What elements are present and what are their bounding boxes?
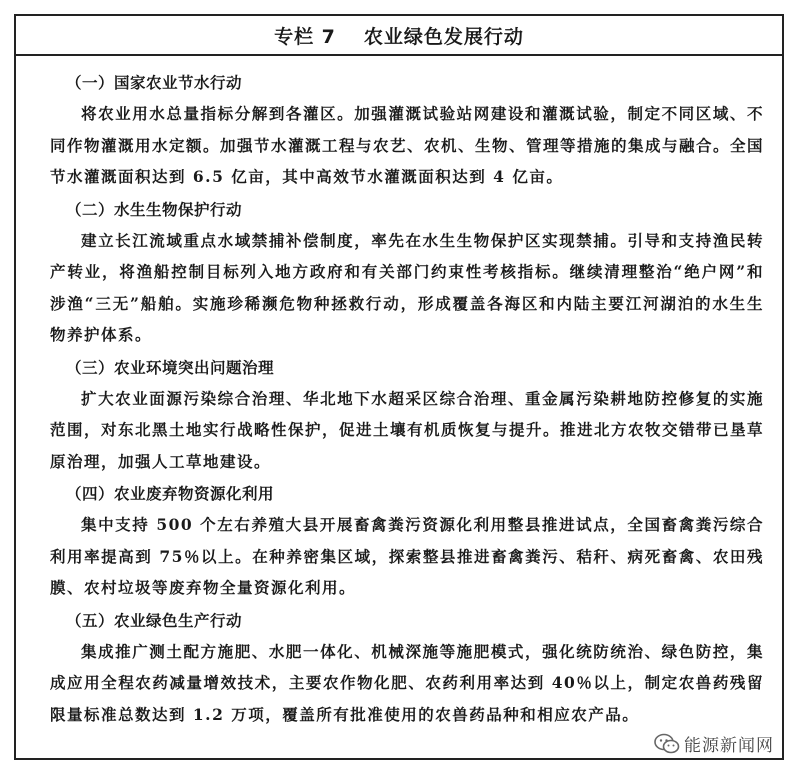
section-environment-governance [50, 353, 764, 478]
section-body: 将农业用水总量指标分解到各灌区。加强灌溉试验站网建设和灌溉试验，制定不同区域、不同作物灌溉用水定额。加强节水灌溉工程与农艺、农机、生物、管理等措施的集成与融合。全国节水灌溉面积达到 6.5 亿亩，其中高效节水灌溉面积达到 4 亿亩。 [50, 104, 765, 186]
section-waste-utilization [50, 479, 764, 604]
section-body: 集成推广测土配方施肥、水肥一体化、机械深施等施肥模式，强化统防统治、绿色防控，集成应用全程农药减量增效技术，主要农作物化肥、农药利用率达到 40％以上，制定农兽药残留限量标准总数达到 1.2 万项，覆盖所有批准使用的农兽药品种和相应农产品。 [50, 641, 764, 724]
section-green-production [50, 606, 764, 731]
wechat-icon [654, 733, 680, 755]
column-box [14, 14, 784, 760]
column-number: 专栏 7 [274, 25, 336, 48]
section-heading: （四）农业废弃物资源化利用 [66, 485, 275, 503]
section-body: 扩大农业面源污染综合治理、华北地下水超采区综合治理、重金属污染耕地防控修复的实施范围，对东北黑土地实行战略性保护，促进土壤有机质恢复与提升。推进北方农牧交错带已垦草原治理，加强人工草地建设。 [50, 388, 765, 471]
section-water-saving [50, 68, 764, 193]
column-content [16, 56, 782, 730]
column-heading: 农业绿色发展行动 [363, 25, 524, 48]
watermark [650, 729, 778, 758]
section-body: 集中支持 500 个左右养殖大县开展畜禽粪污资源化利用整县推进试点，全国畜禽粪污综合利用率提高到 75％以上。在种养密集区域，探索整县推进畜禽粪污、秸秆、病死畜禽、农田残膜、农村垃圾等废弃物全量资源化利用。 [50, 515, 764, 597]
column-title [16, 16, 782, 56]
section-heading: （二）水生生物保护行动 [66, 200, 243, 219]
section-aquatic-protection [50, 195, 764, 351]
watermark-text: 能源新闻网 [684, 736, 774, 756]
section-body: 建立长江流域重点水域禁捕补偿制度，率先在水生生物保护区实现禁捕。引导和支持渔民转产转业，将渔船控制目标列入地方政府和有关部门约束性考核指标。继续清理整治“绝户网”和涉渔“三无”船舶。实施珍稀濒危物种拯救行动，形成覆盖各海区和内陆主要江河湖泊的水生生物养护体系。 [50, 230, 764, 344]
section-heading: （三）农业环境突出问题治理 [66, 358, 275, 377]
section-heading: （五）农业绿色生产行动 [66, 611, 243, 630]
section-heading: （一）国家农业节水行动 [66, 74, 243, 92]
